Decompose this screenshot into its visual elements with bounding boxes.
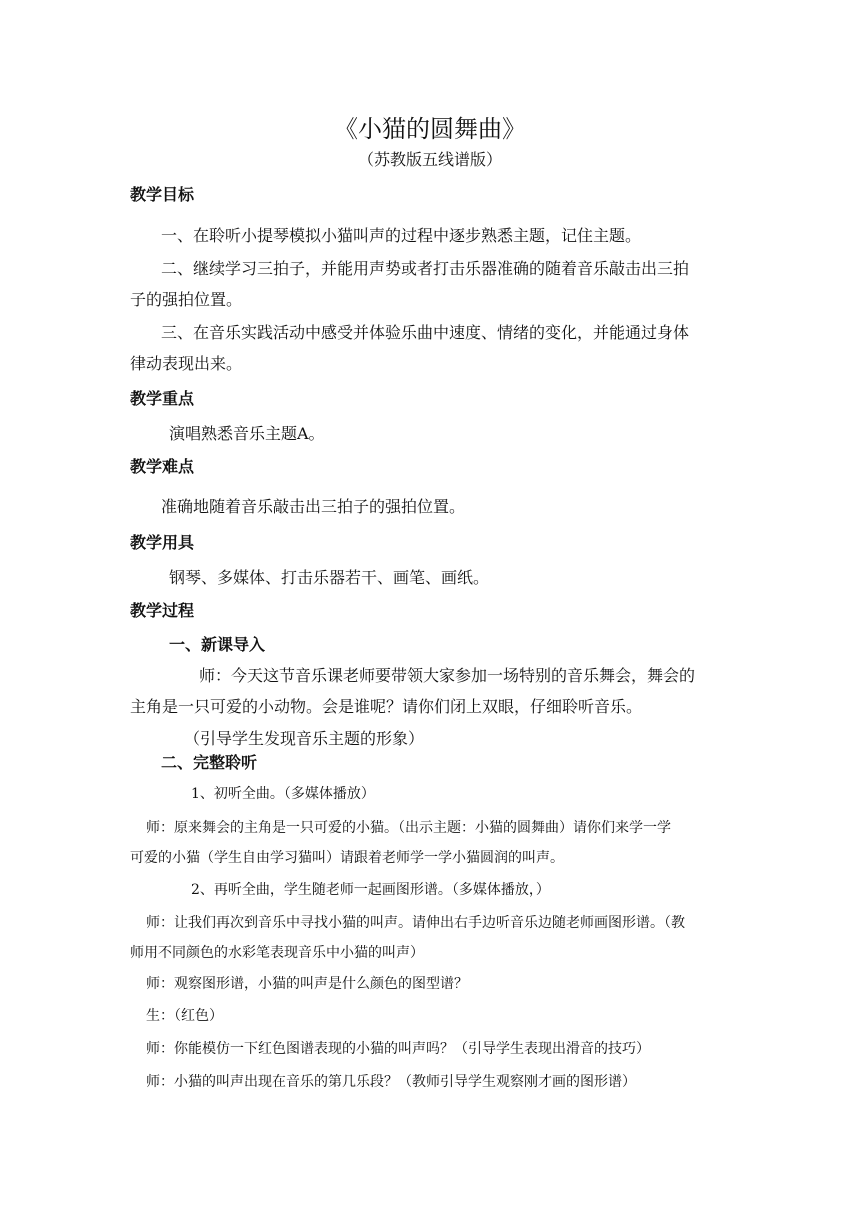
goal-3-line-2: 律动表现出来。 bbox=[130, 354, 243, 373]
step-2-item-1: 1、初听全曲。（多媒体播放） bbox=[191, 786, 375, 802]
step-2-heading: 二、完整聆听 bbox=[161, 753, 258, 772]
goal-2-line-2: 子的强拍位置。 bbox=[130, 290, 243, 309]
step-2-para-1-line-2: 可爱的小猫（学生自由学习猫叫）请跟着老师学一学小猫圆润的叫声。 bbox=[130, 850, 564, 866]
step-2-question-3: 师：小猫的叫声出现在音乐的第几乐段？（教师引导学生观察刚才画的图形谱） bbox=[146, 1074, 636, 1090]
step-2-para-2-line-1: 师：让我们再次到音乐中寻找小猫的叫声。请伸出右手边听音乐边随老师画图形谱。（教 bbox=[146, 915, 685, 931]
step-1-heading: 一、新课导入 bbox=[169, 635, 266, 654]
tools-heading: 教学用具 bbox=[130, 533, 195, 552]
step-2-question-1: 师：观察图形谱，小猫的叫声是什么颜色的图型谱？ bbox=[146, 976, 468, 992]
difficulty-heading: 教学难点 bbox=[130, 457, 195, 476]
step-2-para-2-line-2: 师用不同颜色的水彩笔表现音乐中小猫的叫声） bbox=[130, 945, 424, 961]
focus-heading: 教学重点 bbox=[130, 389, 195, 408]
difficulty-text: 准确地随着音乐敲击出三拍子的强拍位置。 bbox=[161, 497, 466, 516]
document-subtitle: （苏教版五线谱版） bbox=[357, 150, 502, 169]
goal-3-line-1: 三、在音乐实践活动中感受并体验乐曲中速度、情绪的变化，并能通过身体 bbox=[161, 323, 690, 342]
step-2-item-2: 2、再听全曲，学生随老师一起画图形谱。（多媒体播放，） bbox=[191, 882, 550, 898]
goal-1: 一、在聆听小提琴模拟小猫叫声的过程中逐步熟悉主题，记住主题。 bbox=[161, 226, 642, 245]
step-1-line-1: 师：今天这节音乐课老师要带领大家参加一场特别的音乐舞会，舞会的 bbox=[199, 666, 696, 685]
process-heading: 教学过程 bbox=[130, 601, 195, 620]
goal-2-line-1: 二、继续学习三拍子，并能用声势或者打击乐器准确的随着音乐敲击出三拍 bbox=[161, 259, 690, 278]
step-2-question-2: 师：你能模仿一下红色图谱表现的小猫的叫声吗？（引导学生表现出滑音的技巧） bbox=[146, 1041, 650, 1057]
step-1-note: （引导学生发现音乐主题的形象） bbox=[184, 729, 425, 748]
step-2-answer-1: 生：（红色） bbox=[146, 1008, 223, 1024]
document-title: 《小猫的圆舞曲》 bbox=[334, 115, 526, 143]
step-1-line-2: 主角是一只可爱的小动物。会是谁呢？请你们闭上双眼，仔细聆听音乐。 bbox=[130, 697, 643, 716]
goals-heading: 教学目标 bbox=[130, 185, 195, 204]
tools-text: 钢琴、多媒体、打击乐器若干、画笔、画纸。 bbox=[169, 568, 490, 587]
focus-text: 演唱熟悉音乐主题A。 bbox=[169, 424, 325, 443]
step-2-para-1-line-1: 师：原来舞会的主角是一只可爱的小猫。（出示主题：小猫的圆舞曲）请你们来学一学 bbox=[146, 820, 671, 836]
